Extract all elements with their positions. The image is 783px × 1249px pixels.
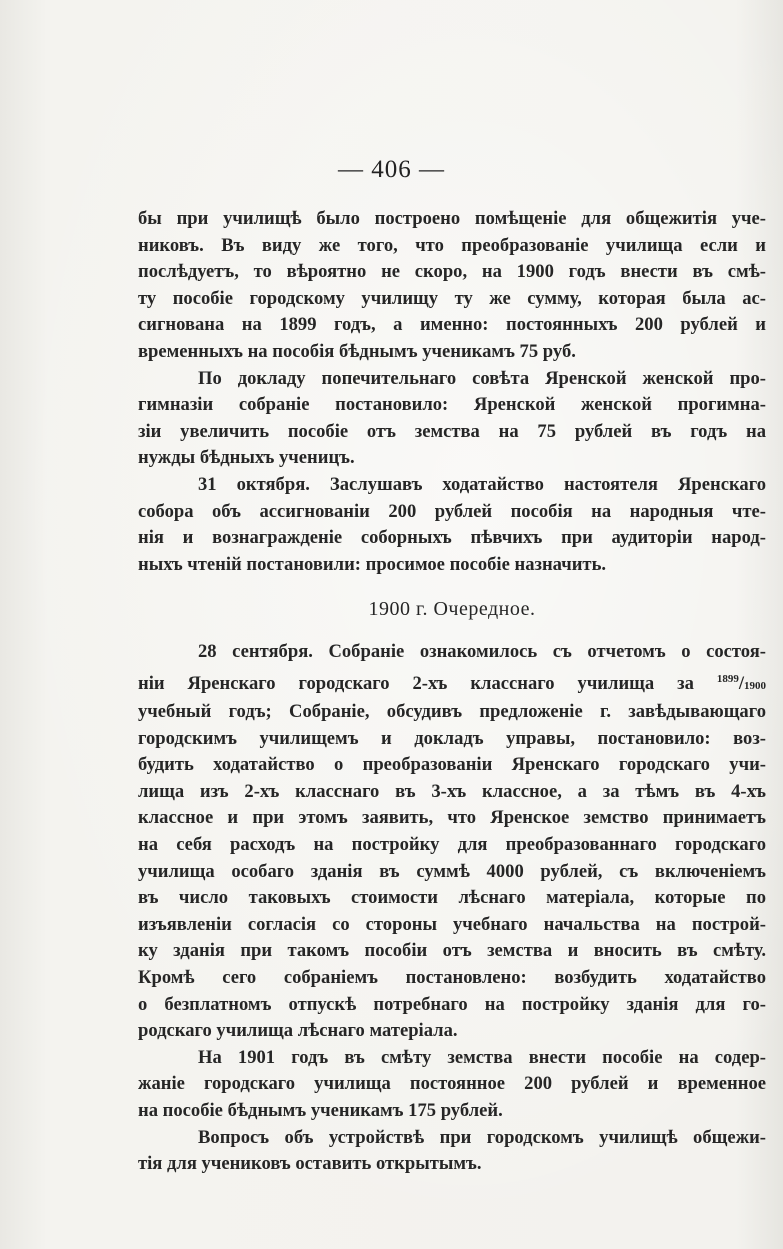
text-line: ту пособіе городскому училищу ту же сумму, которая была ас-: [138, 287, 766, 309]
text-line: жаніе городскаго училища постоянное 200 рублей и временное: [138, 1073, 766, 1095]
page-body: [138, 206, 766, 1178]
text-line: тія для учениковъ оставить открытымъ.: [138, 1153, 482, 1175]
text-line: городскимъ училищемъ и докладъ управы, постановило: воз-: [138, 727, 766, 749]
paragraph-6: [138, 1125, 766, 1178]
fraction-numerator: 1899: [716, 672, 739, 685]
text-line: На 1901 годъ въ смѣту земства внести пособіе на содер-: [198, 1046, 766, 1068]
paragraph-2: [138, 366, 766, 472]
text-line: ныхъ чтеній постановили: просимое пособіе назначить.: [138, 553, 607, 575]
paragraph-3: [138, 472, 766, 578]
text-line-with-fraction: ніи Яренскаго городскаго 2-хъ класснаго училища за $^{1899}$/1900: [138, 672, 766, 694]
text-line: нужды бѣдныхъ ученицъ.: [138, 447, 355, 469]
paragraph-5: [138, 1045, 766, 1125]
text-line: временныхъ на пособія бѣднымъ ученикамъ 75 руб.: [138, 340, 576, 362]
text-line: въ число таковыхъ стоимости лѣснаго матеріала, которые по: [138, 887, 766, 909]
text-fragment: ніи Яренскаго городскаго 2-хъ класснаго училища за: [138, 672, 694, 694]
text-line: Вопросъ объ устройствѣ при городскомъ училищѣ общежи-: [198, 1126, 766, 1148]
section-heading: 1900 г. Очередное.: [368, 598, 536, 621]
text-line: бы при училищѣ было построено помѣщеніе для общежитія уче-: [138, 208, 766, 229]
text-line: училища особаго зданія въ суммѣ 4000 рублей, съ включеніемъ: [138, 860, 766, 882]
text-line: лища изъ 2-хъ класснаго въ 3-хъ классное, а за тѣмъ въ 4-хъ: [138, 780, 766, 802]
text-line: родскаго училища лѣснаго матеріала.: [138, 1020, 458, 1042]
text-line: ку зданія при такомъ пособіи отъ земства и вносить въ смѣту.: [138, 940, 766, 962]
paragraph-1: [138, 206, 766, 366]
text-line: Кромѣ сего собраніемъ постановлено: возбудить ходатайство: [138, 967, 766, 989]
text-line: 31 октября. Заслушавъ ходатайство настоятеля Яренскаго: [198, 473, 766, 495]
paragraph-4: [138, 639, 766, 1045]
text-line: зіи увеличить пособіе отъ земства на 75 рублей въ годъ на: [138, 420, 766, 442]
text-line: на пособіе бѣднымъ ученикамъ 175 рублей.: [138, 1100, 503, 1121]
text-line: изъявленіи согласія со стороны учебнаго начальства на построй-: [138, 913, 766, 935]
page-number: — 406 —: [338, 156, 445, 183]
text-line: собора объ ассигнованіи 200 рублей пособія на народныя чте-: [138, 500, 766, 522]
text-line: сигнована на 1899 годъ, а именно: постоянныхъ 200 рублей и: [138, 314, 766, 336]
text-line: на себя расходъ на постройку для преобразованнаго городскаго: [138, 834, 766, 856]
text-line: По докладу попечительнаго совѣта Яренской женской про-: [198, 367, 766, 389]
text-line: учебный годъ; Собраніе, обсудивъ предложеніе г. завѣдывающаго: [138, 701, 766, 723]
text-line: будить ходатайство о преобразованіи Яренскаго городскаго учи-: [138, 754, 766, 776]
text-line: о безплатномъ отпускѣ потребнаго на постройку зданія для го-: [138, 993, 766, 1015]
text-line: гимназіи собраніе постановило: Яренской женской прогимна-: [138, 394, 766, 416]
text-line: нія и вознагражденіе соборныхъ пѣвчихъ при аудиторіи народ-: [138, 527, 766, 549]
text-line: классное и при этомъ заявить, что Яренское земство принимаетъ: [138, 807, 766, 829]
text-line: никовъ. Въ виду же того, что преобразованіе училища если и: [138, 234, 766, 256]
text-line: послѣдуетъ, то вѣроятно не скоро, на 1900 годъ внести въ смѣ-: [138, 261, 766, 283]
fraction-denominator: 1900: [744, 679, 766, 692]
text-line: 28 сентября. Собраніе ознакомилось съ отчетомъ о состоя-: [198, 640, 766, 662]
